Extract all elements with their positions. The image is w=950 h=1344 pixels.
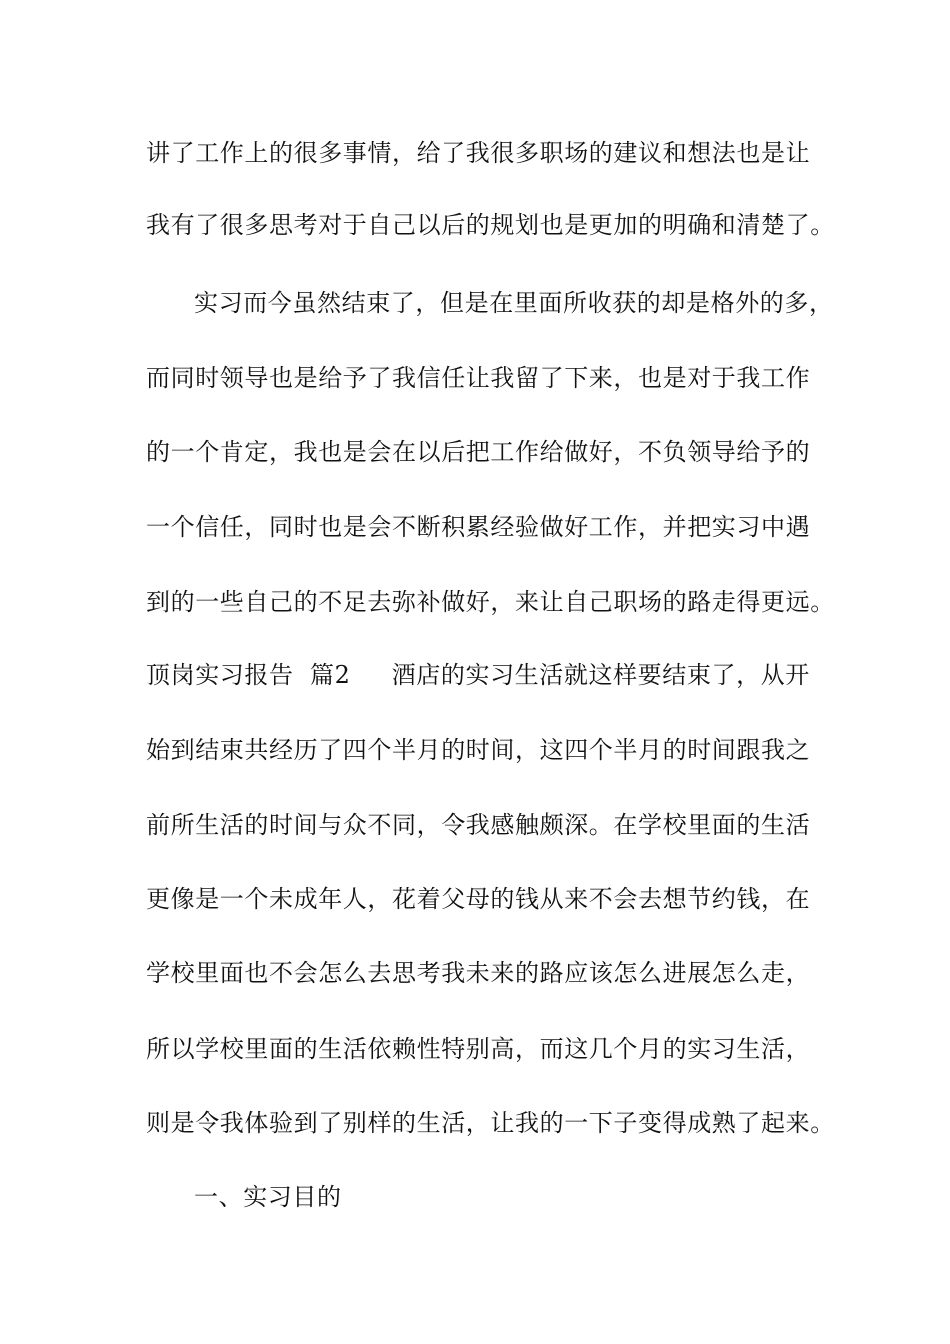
text-line: 始到结束共经历了四个半月的时间，这四个半月的时间跟我之 bbox=[146, 736, 811, 764]
text-line: 所以学校里面的生活依赖性特别高，而这几个月的实习生活， bbox=[146, 1035, 811, 1063]
paragraph-first-line: 实习而今虽然结束了，但是在里面所收获的却是格外的多， bbox=[194, 289, 834, 317]
text-line: 一个信任，同时也是会不断积累经验做好工作，并把实习中遇 bbox=[146, 513, 811, 541]
text-line: 到的一些自己的不足去弥补做好，来让自己职场的路走得更远。 bbox=[146, 588, 835, 616]
text-line: 而同时领导也是给予了我信任让我留了下来，也是对于我工作 bbox=[146, 364, 811, 392]
text-line: 我有了很多思考对于自己以后的规划也是更加的明确和清楚了。 bbox=[146, 211, 835, 239]
report-heading-line: 顶岗实习报告 篇2 酒店的实习生活就这样要结束了，从开 bbox=[146, 661, 810, 689]
section-heading: 一、实习目的 bbox=[194, 1183, 342, 1211]
text-line: 前所生活的时间与众不同，令我感触颇深。在学校里面的生活 bbox=[146, 811, 811, 839]
text-line: 讲了工作上的很多事情，给了我很多职场的建议和想法也是让 bbox=[146, 139, 811, 167]
text-line: 则是令我体验到了别样的生活，让我的一下子变得成熟了起来。 bbox=[146, 1109, 835, 1137]
text-line: 学校里面也不会怎么去思考我未来的路应该怎么进展怎么走， bbox=[146, 959, 811, 987]
text-line: 的一个肯定，我也是会在以后把工作给做好，不负领导给予的 bbox=[146, 438, 811, 466]
text-line: 更像是一个未成年人，花着父母的钱从来不会去想节约钱，在 bbox=[146, 885, 811, 913]
